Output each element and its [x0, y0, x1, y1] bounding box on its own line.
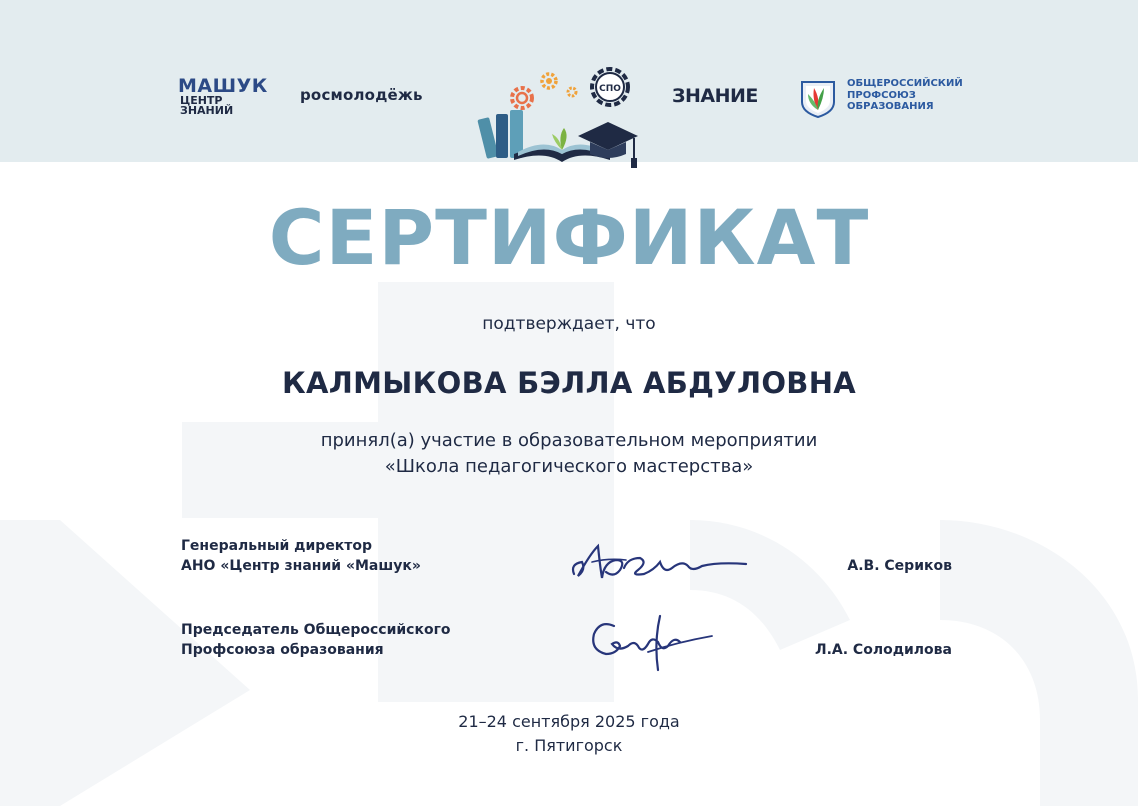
- profsoyuz-line3: ОБРАЗОВАНИЯ: [847, 101, 934, 112]
- event-city: г. Пятигорск: [515, 736, 623, 755]
- signature-2: [588, 612, 718, 674]
- signatory-title-1-line2: АНО «Центр знаний «Машук»: [181, 558, 421, 574]
- signatory-title-1-line1: Генеральный директор: [181, 538, 373, 554]
- znanie-logo: ЗНАНИЕ: [672, 85, 758, 107]
- profsoyuz-emblem-icon: [798, 76, 838, 118]
- certificate-title: СЕРТИФИКАТ: [268, 193, 870, 282]
- gear-icon: [592, 69, 628, 105]
- signatory-title-2: [181, 620, 451, 660]
- signatory-title-2-line1: Председатель Общероссийского: [181, 622, 451, 638]
- books-icon: [477, 110, 523, 159]
- signatory-title-2-line2: Профсоюза образования: [181, 642, 384, 658]
- signatory-title-1: [181, 536, 421, 576]
- gear-icon: [568, 88, 576, 96]
- graduation-cap-icon: [578, 122, 638, 168]
- mashuk-logo-line1: ЦЕНТР: [180, 94, 223, 107]
- participation-line1: принял(а) участие в образовательном мероприятии: [320, 430, 818, 451]
- signatory-name-2: Л.А. Солодилова: [814, 642, 952, 658]
- gear-icon: [512, 88, 532, 108]
- recipient-name: КАЛМЫКОВА БЭЛЛА АБДУЛОВНА: [281, 366, 857, 400]
- event-dates: 21–24 сентября 2025 года: [458, 712, 680, 731]
- profsoyuz-line1: ОБЩЕРОССИЙСКИЙ: [847, 78, 963, 89]
- event-name: «Школа педагогического мастерства»: [384, 456, 754, 477]
- signatory-name-1: А.В. Сериков: [847, 558, 952, 574]
- signature-1: [568, 540, 752, 596]
- mashuk-logo-title: МАШУК: [178, 75, 268, 97]
- footer: [0, 710, 1138, 758]
- gear-icon: [542, 74, 556, 88]
- mashuk-logo-line2: ЗНАНИЙ: [180, 104, 234, 117]
- mashuk-logo: [178, 75, 268, 126]
- profsoyuz-line2: ПРОФСОЮЗ: [847, 89, 916, 101]
- spo-badge-label: СПО: [599, 84, 621, 94]
- participation-text: [0, 428, 1138, 480]
- profsoyuz-logo: [798, 76, 963, 120]
- rosmolodezh-logo: росмолодёжь: [300, 86, 423, 104]
- confirms-text: подтверждает, что: [482, 314, 656, 334]
- spo-emblem: [474, 66, 646, 170]
